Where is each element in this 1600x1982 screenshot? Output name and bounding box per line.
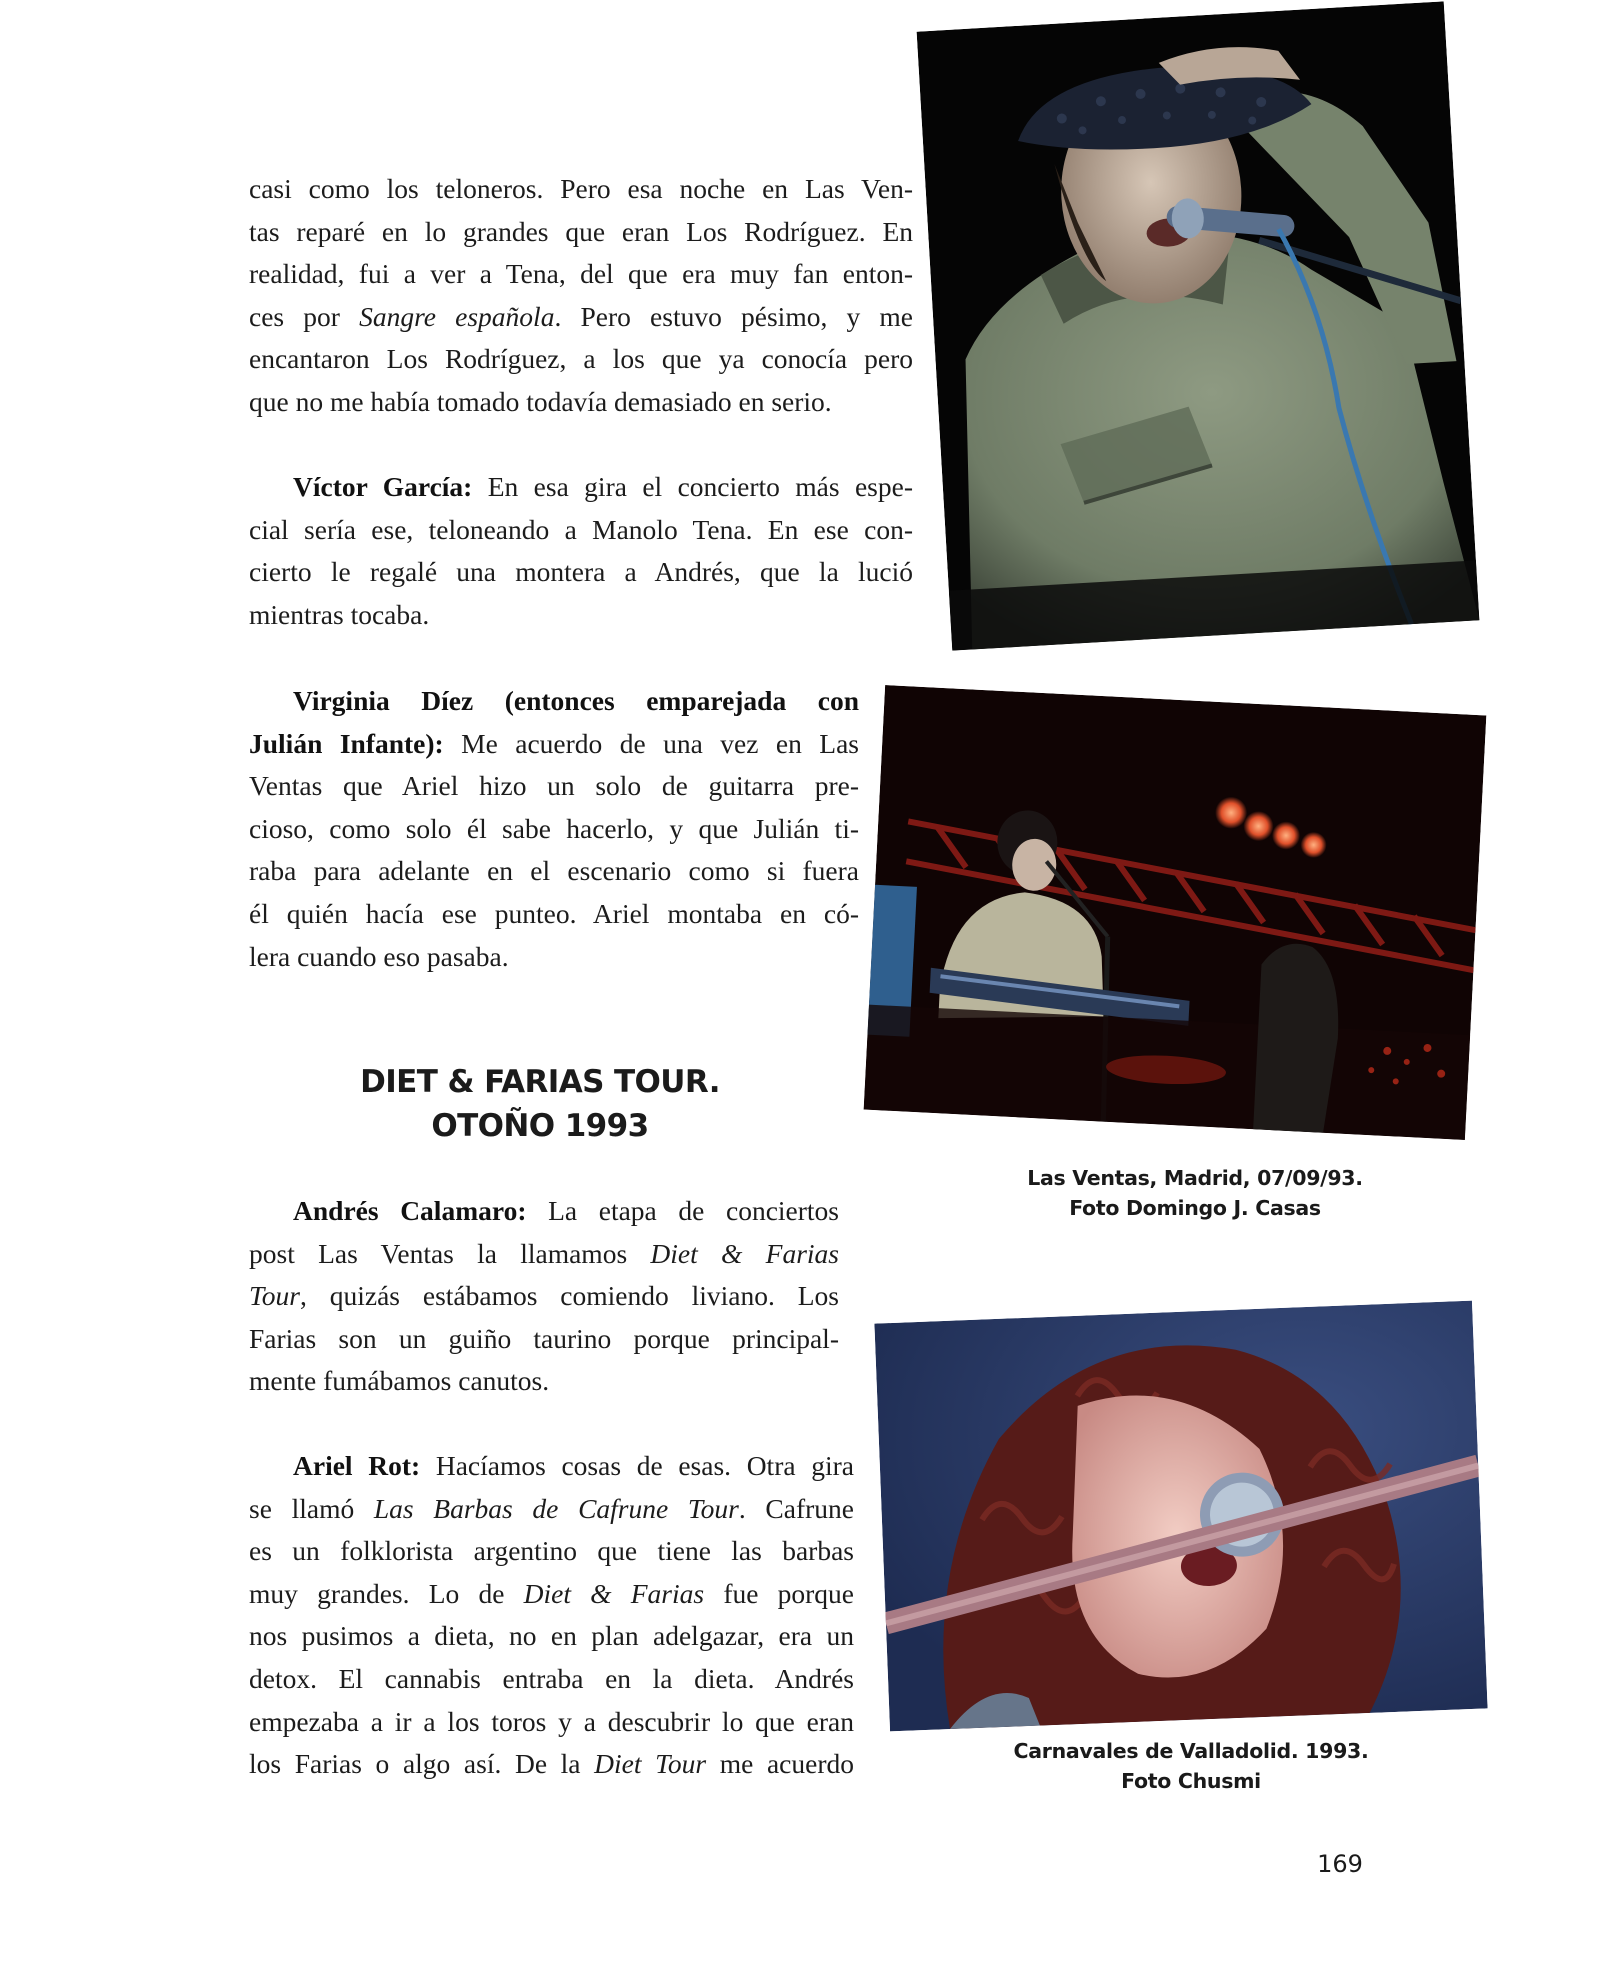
paragraph-continuation [249, 168, 913, 424]
text-line [249, 1190, 839, 1233]
speaker-name: Julián Infante): [249, 727, 444, 759]
text-run: . Pero estuvo pésimo, y me [554, 300, 913, 332]
text-line: es un folklorista argentino que tiene las barbas [249, 1535, 854, 1567]
text-line: Farias son un guiño taurino porque principal- [249, 1322, 839, 1354]
text-run: En esa gira el concierto más espe- [472, 471, 913, 502]
text-run: ces por [249, 300, 360, 332]
text-line: que no me había tomado todavía demasiado en serio. [249, 385, 832, 417]
page-number: 169 [1317, 1850, 1363, 1878]
caption-credit: Foto Chusmi [1121, 1769, 1261, 1793]
text-run: , quizás estábamos comiendo liviano. Los [299, 1280, 839, 1312]
text-run: . Cafrune [738, 1492, 854, 1524]
album-title: Sangre española [359, 300, 555, 332]
text-line: lera cuando eso pasaba. [249, 940, 509, 972]
text-line: empezaba a ir a los toros y a descubrir lo que eran [249, 1705, 854, 1737]
text-line: cial sería ese, teloneando a Manolo Tena. En ese con- [249, 513, 913, 545]
text-line [249, 296, 913, 339]
paragraph-andres-calamaro [249, 1190, 839, 1403]
text-line [249, 1573, 854, 1616]
tour-name: Diet Tour [594, 1748, 707, 1780]
text-line: mente fumábamos canutos. [249, 1365, 550, 1397]
tour-name: Diet & Farias [523, 1577, 705, 1609]
heading-line: OTOÑO 1993 [431, 1108, 649, 1144]
text-line [249, 466, 913, 509]
text-line [249, 1743, 854, 1786]
caption-credit: Foto Domingo J. Casas [1069, 1196, 1321, 1220]
caption-line: Las Ventas, Madrid, 07/09/93. [1027, 1166, 1363, 1190]
speaker-name: Víctor García: [293, 471, 473, 502]
text-run: Me acuerdo de una vez en Las [443, 727, 860, 759]
text-line [249, 1488, 854, 1531]
text-line [249, 680, 859, 723]
text-run: post Las Ventas la llamamos [249, 1237, 651, 1269]
tour-name: Diet & Farias [650, 1237, 839, 1269]
text-run: los Farias o algo así. De la [249, 1748, 595, 1780]
speaker-name: Ariel Rot: [293, 1450, 421, 1481]
tour-name: Tour [249, 1280, 300, 1312]
text-line: realidad, fui a ver a Tena, del que era muy fan enton- [249, 258, 913, 290]
speaker-name: Virginia Díez (entonces emparejada con [293, 685, 859, 716]
text-line: detox. El cannabis entraba en la dieta. Andrés [249, 1662, 854, 1694]
text-run: se llamó [249, 1492, 374, 1524]
text-line: mientras tocaba. [249, 598, 430, 630]
text-line [249, 1445, 854, 1488]
paragraph-virginia-diez [249, 680, 859, 978]
text-line: cioso, como solo él sabe hacerlo, y que Julián ti- [249, 812, 859, 844]
paragraph-victor-garcia [249, 466, 913, 636]
text-line: él quién hacía ese punteo. Ariel montaba en có- [249, 897, 859, 929]
text-run: La etapa de conciertos [526, 1195, 839, 1226]
text-line: casi como los teloneros. Pero esa noche en Las Ven- [249, 173, 913, 204]
concert-photo-singer-montera [917, 1, 1480, 650]
heading-line: DIET & FARIAS TOUR. [360, 1064, 720, 1100]
section-heading [300, 1060, 780, 1148]
speaker-name: Andrés Calamaro: [293, 1195, 527, 1226]
photo-image [874, 1301, 1487, 1732]
text-line [249, 1275, 839, 1318]
caption-line: Carnavales de Valladolid. 1993. [1013, 1739, 1369, 1763]
photo-caption [996, 1736, 1386, 1796]
text-run: Hacíamos cosas de esas. Otra gira [420, 1450, 854, 1481]
text-line: Ventas que Ariel hizo un solo de guitarra pre- [249, 770, 859, 802]
photo-image [917, 1, 1480, 650]
text-line [249, 1233, 839, 1276]
text-line: tas reparé en lo grandes que eran Los Rodríguez. En [249, 215, 913, 247]
text-run: fue porque [704, 1577, 854, 1609]
tour-name: Las Barbas de Cafrune Tour [373, 1492, 739, 1524]
text-line: encantaron Los Rodríguez, a los que ya conocía pero [249, 343, 913, 375]
concert-photo-singer-closeup [874, 1301, 1487, 1732]
text-run: me acuerdo [706, 1748, 854, 1780]
paragraph-ariel-rot [249, 1445, 854, 1786]
concert-photo-stage-keyboard [864, 685, 1487, 1140]
text-line [249, 723, 859, 766]
text-line: raba para adelante en el escenario como si fuera [249, 855, 859, 887]
text-line: nos pusimos a dieta, no en plan adelgazar, era un [249, 1620, 854, 1652]
text-run: muy grandes. Lo de [249, 1577, 524, 1609]
photo-image [864, 685, 1487, 1140]
text-line: cierto le regalé una montera a Andrés, que la lució [249, 556, 913, 588]
photo-caption [1000, 1163, 1390, 1223]
